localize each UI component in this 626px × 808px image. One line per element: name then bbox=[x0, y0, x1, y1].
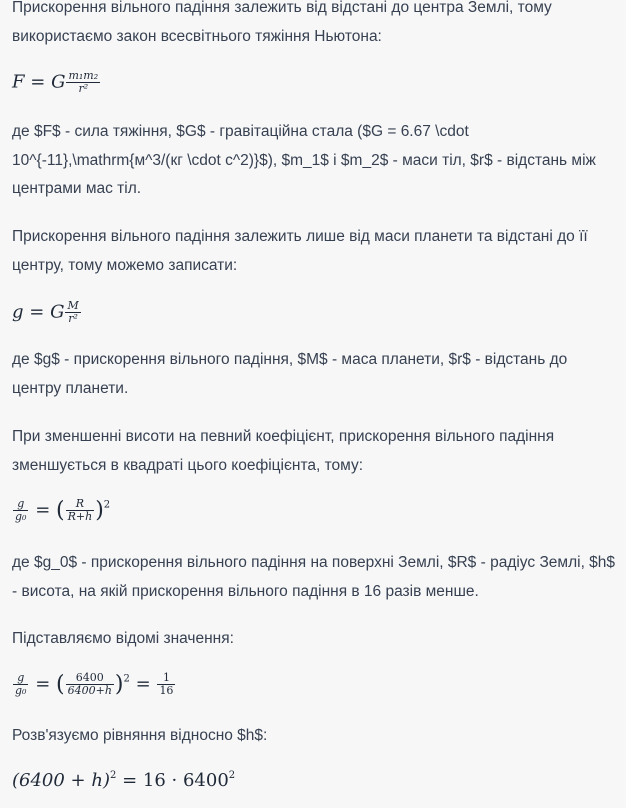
exponent: 2 bbox=[103, 499, 111, 511]
fraction-denominator: 6400+h bbox=[67, 684, 112, 697]
eq-expression: = 16 · 6400 bbox=[122, 770, 229, 791]
eq-sign: = bbox=[35, 499, 51, 521]
paragraph-substitute: Підставляємо відомі значення: bbox=[12, 630, 234, 647]
paragraph-gravity-intro: Прискорення вільного падіння залежить лише від маси планети та відстані до її центру, тому можемо записати: bbox=[12, 228, 588, 274]
paragraph-newton-legend: де $F$ - сила тяжіння, $G$ - гравітаційна стала ($G = 6.67 \cdot 10^{-11},\mathrm{м^3/(кг \cdot с^2)}$), $m_1$ і $m_2$ - маси тіл, $r$ - відстань між центрами мас тіл. bbox=[12, 123, 596, 197]
fraction-denominator: R+h bbox=[67, 510, 93, 523]
fraction-numerator: 6400 bbox=[66, 672, 114, 685]
paragraph-gravity-legend: де $g$ - прискорення вільного падіння, $M$ - маса планети, $r$ - відстань до центру планети. bbox=[12, 351, 568, 397]
exponent: 2 bbox=[123, 673, 130, 685]
paren: ( bbox=[56, 672, 65, 697]
equation-substituted bbox=[12, 672, 176, 697]
eq-expression: (6400 + h) bbox=[12, 770, 110, 791]
paren: ) bbox=[114, 672, 124, 697]
fraction-numerator: M bbox=[67, 299, 79, 312]
eq-symbol: G bbox=[51, 71, 66, 93]
fraction bbox=[157, 672, 175, 697]
fraction-numerator: m₁m₂ bbox=[68, 69, 99, 82]
fraction-denominator: r² bbox=[78, 82, 89, 95]
exponent: 2 bbox=[228, 770, 236, 781]
fraction bbox=[13, 498, 28, 523]
eq-symbol: F bbox=[12, 71, 25, 93]
fraction bbox=[66, 498, 95, 523]
equation-newton bbox=[12, 70, 101, 95]
fraction-numerator: g bbox=[13, 498, 28, 511]
paren: ) bbox=[95, 498, 104, 523]
paragraph-ratio-intro: При зменшенні висоти на певний коефіцієнт, прискорення вільного падіння зменшується в квадраті цього коефіцієнта, тому: bbox=[12, 428, 555, 474]
fraction bbox=[66, 672, 114, 697]
exponent: 2 bbox=[109, 770, 117, 781]
paragraph-intro: Прискорення вільного падіння залежить від відстані до центра Землі, тому використаємо закон всесвітнього тяжіння Ньютона: bbox=[12, 0, 552, 45]
fraction-denominator: r² bbox=[68, 312, 78, 325]
eq-sign: = bbox=[30, 71, 46, 93]
eq-sign: = bbox=[29, 301, 45, 323]
eq-symbol: g bbox=[12, 301, 24, 323]
paren: ( bbox=[56, 498, 65, 523]
eq-sign: = bbox=[35, 673, 51, 695]
equation-ratio bbox=[12, 498, 110, 523]
fraction bbox=[66, 70, 100, 95]
fraction bbox=[13, 672, 28, 697]
equation-gravity bbox=[12, 300, 82, 325]
fraction-numerator: g bbox=[13, 672, 28, 685]
paragraph-ratio-legend: де $g_0$ - прискорення вільного падіння на поверхні Землі, $R$ - радіус Землі, $h$ - висота, на якій прискорення вільного падіння в 16 разів менше. bbox=[12, 554, 616, 600]
fraction-numerator: 1 bbox=[157, 672, 175, 685]
eq-symbol: G bbox=[50, 301, 65, 323]
eq-sign: = bbox=[135, 673, 151, 695]
fraction-denominator: g₀ bbox=[15, 510, 27, 523]
fraction bbox=[65, 300, 80, 325]
fraction-numerator: R bbox=[66, 498, 95, 511]
fraction-denominator: g₀ bbox=[15, 684, 27, 697]
fraction-denominator: 16 bbox=[159, 684, 174, 697]
equation-solve bbox=[12, 770, 235, 791]
paragraph-solve: Розв'язуємо рівняння відносно $h$: bbox=[12, 727, 268, 744]
